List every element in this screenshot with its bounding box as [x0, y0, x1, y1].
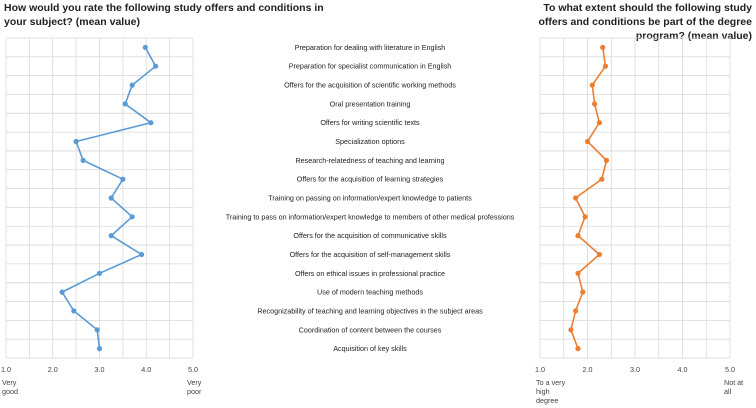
category-label: Offers for the acquisition of scientific working methods — [284, 80, 456, 90]
category-label: Offers for the acquisition of self-management skills — [289, 249, 451, 259]
x-tick-label: 3.0 — [630, 365, 640, 374]
x-tick-label: 4.0 — [141, 365, 152, 374]
data-point — [592, 101, 597, 106]
category-label: Offers on ethical issues in professional practice — [294, 268, 446, 278]
data-point — [603, 64, 608, 69]
max-anchor-label: Not at — [724, 378, 744, 387]
data-point — [600, 45, 605, 50]
min-anchor-label: good — [2, 387, 18, 396]
data-point — [60, 290, 65, 295]
data-point — [130, 214, 135, 219]
data-point — [123, 101, 128, 106]
data-point — [597, 252, 602, 257]
data-point — [580, 290, 585, 295]
min-anchor-label: high — [536, 387, 550, 396]
category-label: Training on passing on information/expert knowledge to patients — [268, 193, 472, 203]
category-label: Acquisition of key skills — [333, 344, 407, 354]
left-chart-title: How would you rate the following study offers and conditions in your subject? (mean value) — [4, 2, 324, 28]
x-tick-label: 1.0 — [535, 365, 545, 374]
x-tick-label: 5.0 — [725, 365, 735, 374]
data-point — [153, 64, 158, 69]
data-point — [573, 308, 578, 313]
x-tick-label: 3.0 — [94, 365, 105, 374]
category-label: Offers for the acquisition of learning strategies — [296, 174, 444, 184]
data-point — [81, 158, 86, 163]
data-point — [130, 83, 135, 88]
data-point — [568, 327, 573, 332]
data-point — [109, 233, 114, 238]
x-tick-label: 2.0 — [582, 365, 593, 374]
data-point — [97, 346, 102, 351]
data-point — [143, 45, 148, 50]
data-point — [109, 195, 114, 200]
category-label: Offers for writing scientific texts — [320, 118, 420, 128]
max-anchor-label: all — [724, 387, 732, 396]
data-point — [590, 83, 595, 88]
category-label: Oral presentation training — [329, 99, 411, 109]
data-point — [575, 233, 580, 238]
data-point — [604, 158, 609, 163]
category-label: Specialization options — [335, 137, 405, 147]
category-labels — [226, 43, 515, 353]
category-label: Preparation for specialist communication in English — [288, 61, 452, 71]
max-anchor-label: poor — [187, 387, 202, 396]
data-point — [148, 120, 153, 125]
data-point — [575, 346, 580, 351]
data-point — [585, 139, 590, 144]
x-tick-label: 1.0 — [1, 365, 11, 374]
max-anchor-label: Very — [187, 378, 202, 387]
data-point — [74, 139, 79, 144]
category-label: Coordination of content between the courses — [298, 325, 442, 335]
category-label: Research-relatedness of teaching and learning — [295, 155, 445, 165]
left-chart — [1, 38, 202, 396]
data-point — [120, 177, 125, 182]
category-label: Recognizability of teaching and learning objectives in the subject areas — [257, 306, 483, 316]
right-chart-title: To what extent should the following study offers and conditions be part of the degree program? (mean value) — [538, 2, 752, 42]
category-label: Offers for the acquisition of communicative skills — [293, 231, 447, 241]
data-point — [95, 327, 100, 332]
x-tick-label: 5.0 — [188, 365, 198, 374]
category-label: Preparation for dealing with literature in English — [294, 42, 446, 52]
data-point — [575, 271, 580, 276]
data-point — [97, 271, 102, 276]
min-anchor-label: degree — [536, 396, 559, 405]
category-label: Training to pass on information/expert knowledge to members of other medical professions — [225, 212, 515, 222]
data-point — [597, 120, 602, 125]
x-tick-label: 4.0 — [677, 365, 688, 374]
data-point — [71, 308, 76, 313]
data-point — [573, 195, 578, 200]
category-label: Use of modern teaching methods — [317, 287, 423, 297]
data-point — [599, 177, 604, 182]
right-chart — [535, 38, 743, 405]
data-point — [139, 252, 144, 257]
x-tick-label: 2.0 — [47, 365, 58, 374]
data-point — [583, 214, 588, 219]
min-anchor-label: To a very — [536, 378, 566, 387]
min-anchor-label: Very — [2, 378, 17, 387]
